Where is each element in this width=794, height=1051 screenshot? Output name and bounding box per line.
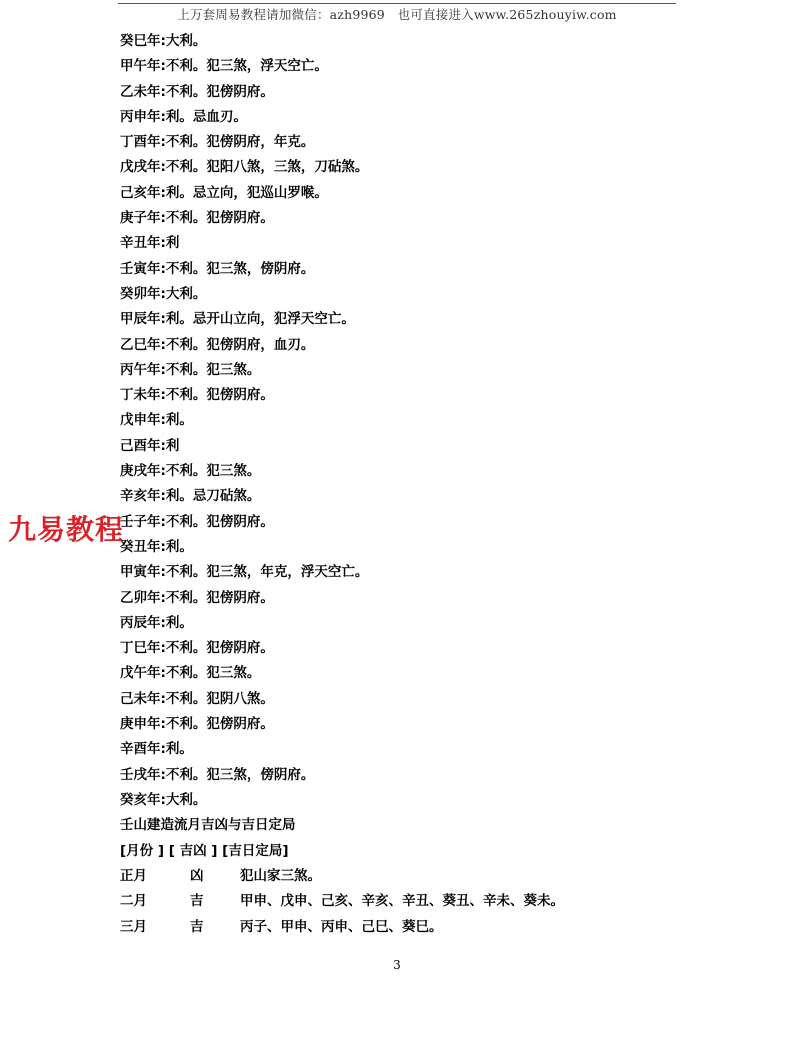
month-table	[120, 866, 564, 942]
month-cell: 正月	[120, 868, 147, 884]
text-line: 辛亥年:利。忌刀砧煞。	[120, 488, 261, 505]
days-cell: 丙子、甲申、丙申、己巳、葵巳。	[240, 918, 443, 935]
text-line: 庚申年:不利。犯傍阴府。	[120, 716, 274, 733]
page-number: 3	[393, 958, 401, 972]
month-cell: 三月	[120, 918, 147, 935]
fortune-cell: 吉	[190, 893, 204, 910]
page-header	[0, 5, 794, 23]
text-line: 己酉年:利	[120, 437, 180, 454]
text-line: 壬子年:不利。犯傍阴府。	[120, 513, 274, 530]
text-line: 丁巳年:不利。犯傍阴府。	[120, 640, 274, 657]
text-line: 壬戌年:不利。犯三煞，傍阴府。	[120, 766, 315, 783]
text-line: 丙午年:不利。犯三煞。	[120, 361, 261, 378]
fortune-cell: 凶	[190, 868, 204, 884]
header-text: 上万套周易教程请加微信：azh9969 也可直接进入www.265zhouyiw.com	[177, 7, 617, 22]
text-line: 癸丑年:利。	[120, 538, 193, 555]
days-cell: 犯山家三煞。	[240, 868, 321, 884]
text-line: 丁未年:不利。犯傍阴府。	[120, 387, 274, 404]
text-line: 己亥年:利。忌立向，犯巡山罗喉。	[120, 184, 328, 201]
watermark: 九易教程	[8, 513, 125, 546]
text-line: 甲辰年:利。忌开山立向，犯浮天空亡。	[120, 311, 355, 328]
table-row	[120, 866, 564, 891]
text-line: 庚子年:不利。犯傍阴府。	[120, 210, 274, 227]
header-rule	[118, 3, 676, 4]
section-heading: 壬山建造流月吉凶与吉日定局	[120, 817, 296, 834]
text-line: 乙未年:不利。犯傍阴府。	[120, 83, 274, 100]
text-line: 丁酉年:不利。犯傍阴府，年克。	[120, 134, 315, 151]
text-line: 庚戌年:不利。犯三煞。	[120, 463, 261, 480]
text-line: 丙辰年:利。	[120, 614, 193, 631]
body-text	[120, 31, 368, 866]
text-line: 甲寅年:不利。犯三煞，年克，浮天空亡。	[120, 564, 369, 581]
table-header: [月份 ] [ 吉凶 ] [吉日定局]	[120, 842, 289, 859]
text-line: 癸卯年:大利。	[120, 285, 207, 302]
text-line: 己未年:不利。犯阴八煞。	[120, 690, 274, 707]
text-line: 戊申年:利。	[120, 412, 193, 429]
text-line: 戊戌年:不利。犯阳八煞，三煞，刀砧煞。	[120, 159, 369, 176]
table-row	[120, 891, 564, 916]
text-line: 戊午年:不利。犯三煞。	[120, 665, 261, 682]
table-row	[120, 917, 564, 942]
text-line: 壬寅年:不利。犯三煞，傍阴府。	[120, 260, 315, 277]
text-line: 癸亥年:大利。	[120, 791, 207, 808]
text-line: 乙巳年:不利。犯傍阴府，血刃。	[120, 336, 315, 353]
text-line: 丙申年:利。忌血刃。	[120, 108, 247, 125]
text-line: 辛酉年:利。	[120, 741, 193, 758]
text-line: 癸巳年:大利。	[120, 33, 207, 49]
month-cell: 二月	[120, 893, 147, 910]
fortune-cell: 吉	[190, 918, 204, 935]
text-line: 甲午年:不利。犯三煞，浮天空亡。	[120, 58, 328, 75]
text-line: 辛丑年:利	[120, 235, 180, 252]
days-cell: 甲申、戊申、己亥、辛亥、辛丑、葵丑、辛未、葵未。	[240, 893, 564, 910]
text-line: 乙卯年:不利。犯傍阴府。	[120, 589, 274, 606]
